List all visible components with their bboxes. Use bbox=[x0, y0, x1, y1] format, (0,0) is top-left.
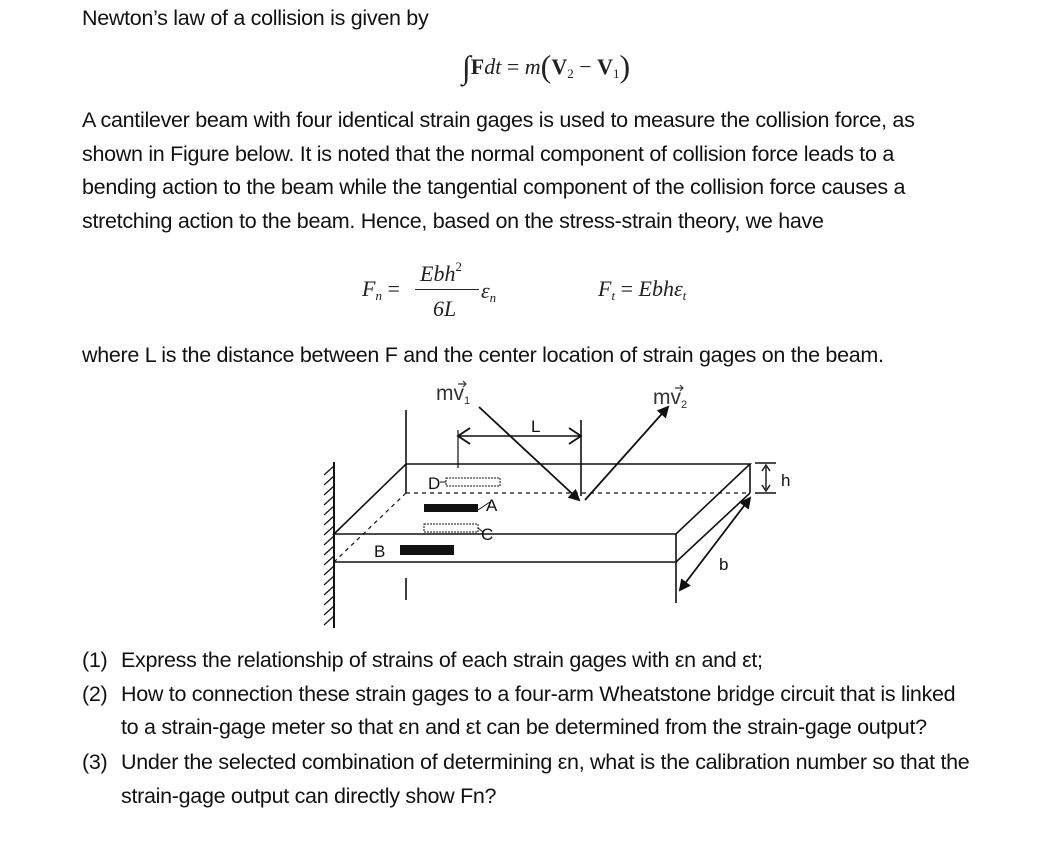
intro-text: Newton’s law of a collision is given by bbox=[82, 6, 429, 30]
beam bbox=[334, 464, 750, 562]
height-label: h bbox=[781, 471, 791, 490]
mass-symbol: m bbox=[524, 54, 541, 79]
question-3-line-1: Under the selected combination of determining εn, what is the calibration number so that the bbox=[121, 750, 970, 774]
gage-c-label: C bbox=[481, 525, 494, 544]
paragraph-line-2: shown in Figure below. It is noted that the normal component of collision force leads to a bbox=[82, 142, 894, 166]
mv1-label bbox=[436, 381, 470, 407]
equals-sign: = bbox=[501, 54, 525, 79]
question-1-line-1: Express the relationship of strains of each strain gages with εn and εt; bbox=[121, 648, 763, 672]
strain-gage-b bbox=[400, 545, 454, 555]
numerator-text: Ebh bbox=[420, 261, 456, 286]
question-3-number: (3) bbox=[82, 750, 108, 774]
question-1-number: (1) bbox=[82, 648, 108, 672]
paragraph-line-3: bending action to the beam while the tangential component of the collision force causes a bbox=[82, 175, 906, 199]
dt-symbol: dt bbox=[484, 54, 502, 79]
where-line: where L is the distance between F and the center location of strain gages on the beam. bbox=[82, 343, 884, 367]
paragraph-line-1: A cantilever beam with four identical strain gages is used to measure the collision force, as bbox=[82, 108, 915, 132]
strain-gage-a bbox=[424, 504, 478, 512]
minus-sign: − bbox=[573, 54, 598, 79]
svg-text:mv1: mv1 bbox=[436, 382, 471, 407]
epsilon-n: ε bbox=[481, 278, 490, 303]
velocity1-symbol: V bbox=[597, 54, 614, 79]
width-label: b bbox=[719, 555, 729, 574]
gage-b-label: B bbox=[374, 542, 386, 561]
close-paren: ) bbox=[619, 48, 631, 84]
epsilon-t-subscript: t bbox=[682, 288, 687, 303]
question-2-line-2: to a strain-gage meter so that εn and εt can be determined from the strain-gage output? bbox=[121, 715, 927, 739]
mv2-label bbox=[653, 385, 687, 411]
integral-sign: ∫ bbox=[462, 49, 471, 85]
paragraph-line-4: stretching action to the beam. Hence, based on the stress-strain theory, we have bbox=[82, 209, 824, 233]
question-3-line-2: strain-gage output can directly show Fn? bbox=[121, 784, 497, 808]
fn-equals: = bbox=[381, 276, 400, 301]
gage-a-label: A bbox=[486, 496, 498, 515]
strain-gage-c bbox=[424, 524, 478, 532]
ft-symbol: F bbox=[598, 276, 612, 301]
epsilon-t: ε bbox=[673, 276, 683, 301]
velocity2-subscript: 2 bbox=[567, 66, 574, 81]
fraction-denominator: 6L bbox=[433, 296, 457, 321]
length-dimension bbox=[458, 428, 581, 444]
velocity1-subscript: 1 bbox=[613, 66, 620, 81]
wall-support bbox=[324, 462, 334, 628]
ft-rhs: Ebh bbox=[638, 276, 674, 301]
question-2-number: (2) bbox=[82, 682, 108, 706]
strain-gage-d bbox=[446, 478, 500, 486]
length-label: L bbox=[531, 417, 541, 436]
velocity2-symbol: V bbox=[551, 54, 568, 79]
ft-subscript: t bbox=[611, 288, 616, 303]
gage-d-label: D bbox=[428, 474, 441, 493]
question-2-line-1: How to connection these strain gages to a four-arm Wheatstone bridge circuit that is linked bbox=[121, 682, 956, 706]
fn-subscript: n bbox=[375, 288, 382, 303]
numerator-exponent: 2 bbox=[455, 259, 462, 274]
epsilon-n-subscript: n bbox=[489, 290, 497, 305]
svg-text:mv2: mv2 bbox=[653, 386, 688, 411]
force-symbol: F bbox=[470, 54, 485, 79]
ft-equals: = bbox=[615, 276, 639, 301]
fn-symbol: F bbox=[362, 276, 376, 301]
open-paren: ( bbox=[540, 48, 552, 84]
height-dimension bbox=[755, 463, 776, 493]
